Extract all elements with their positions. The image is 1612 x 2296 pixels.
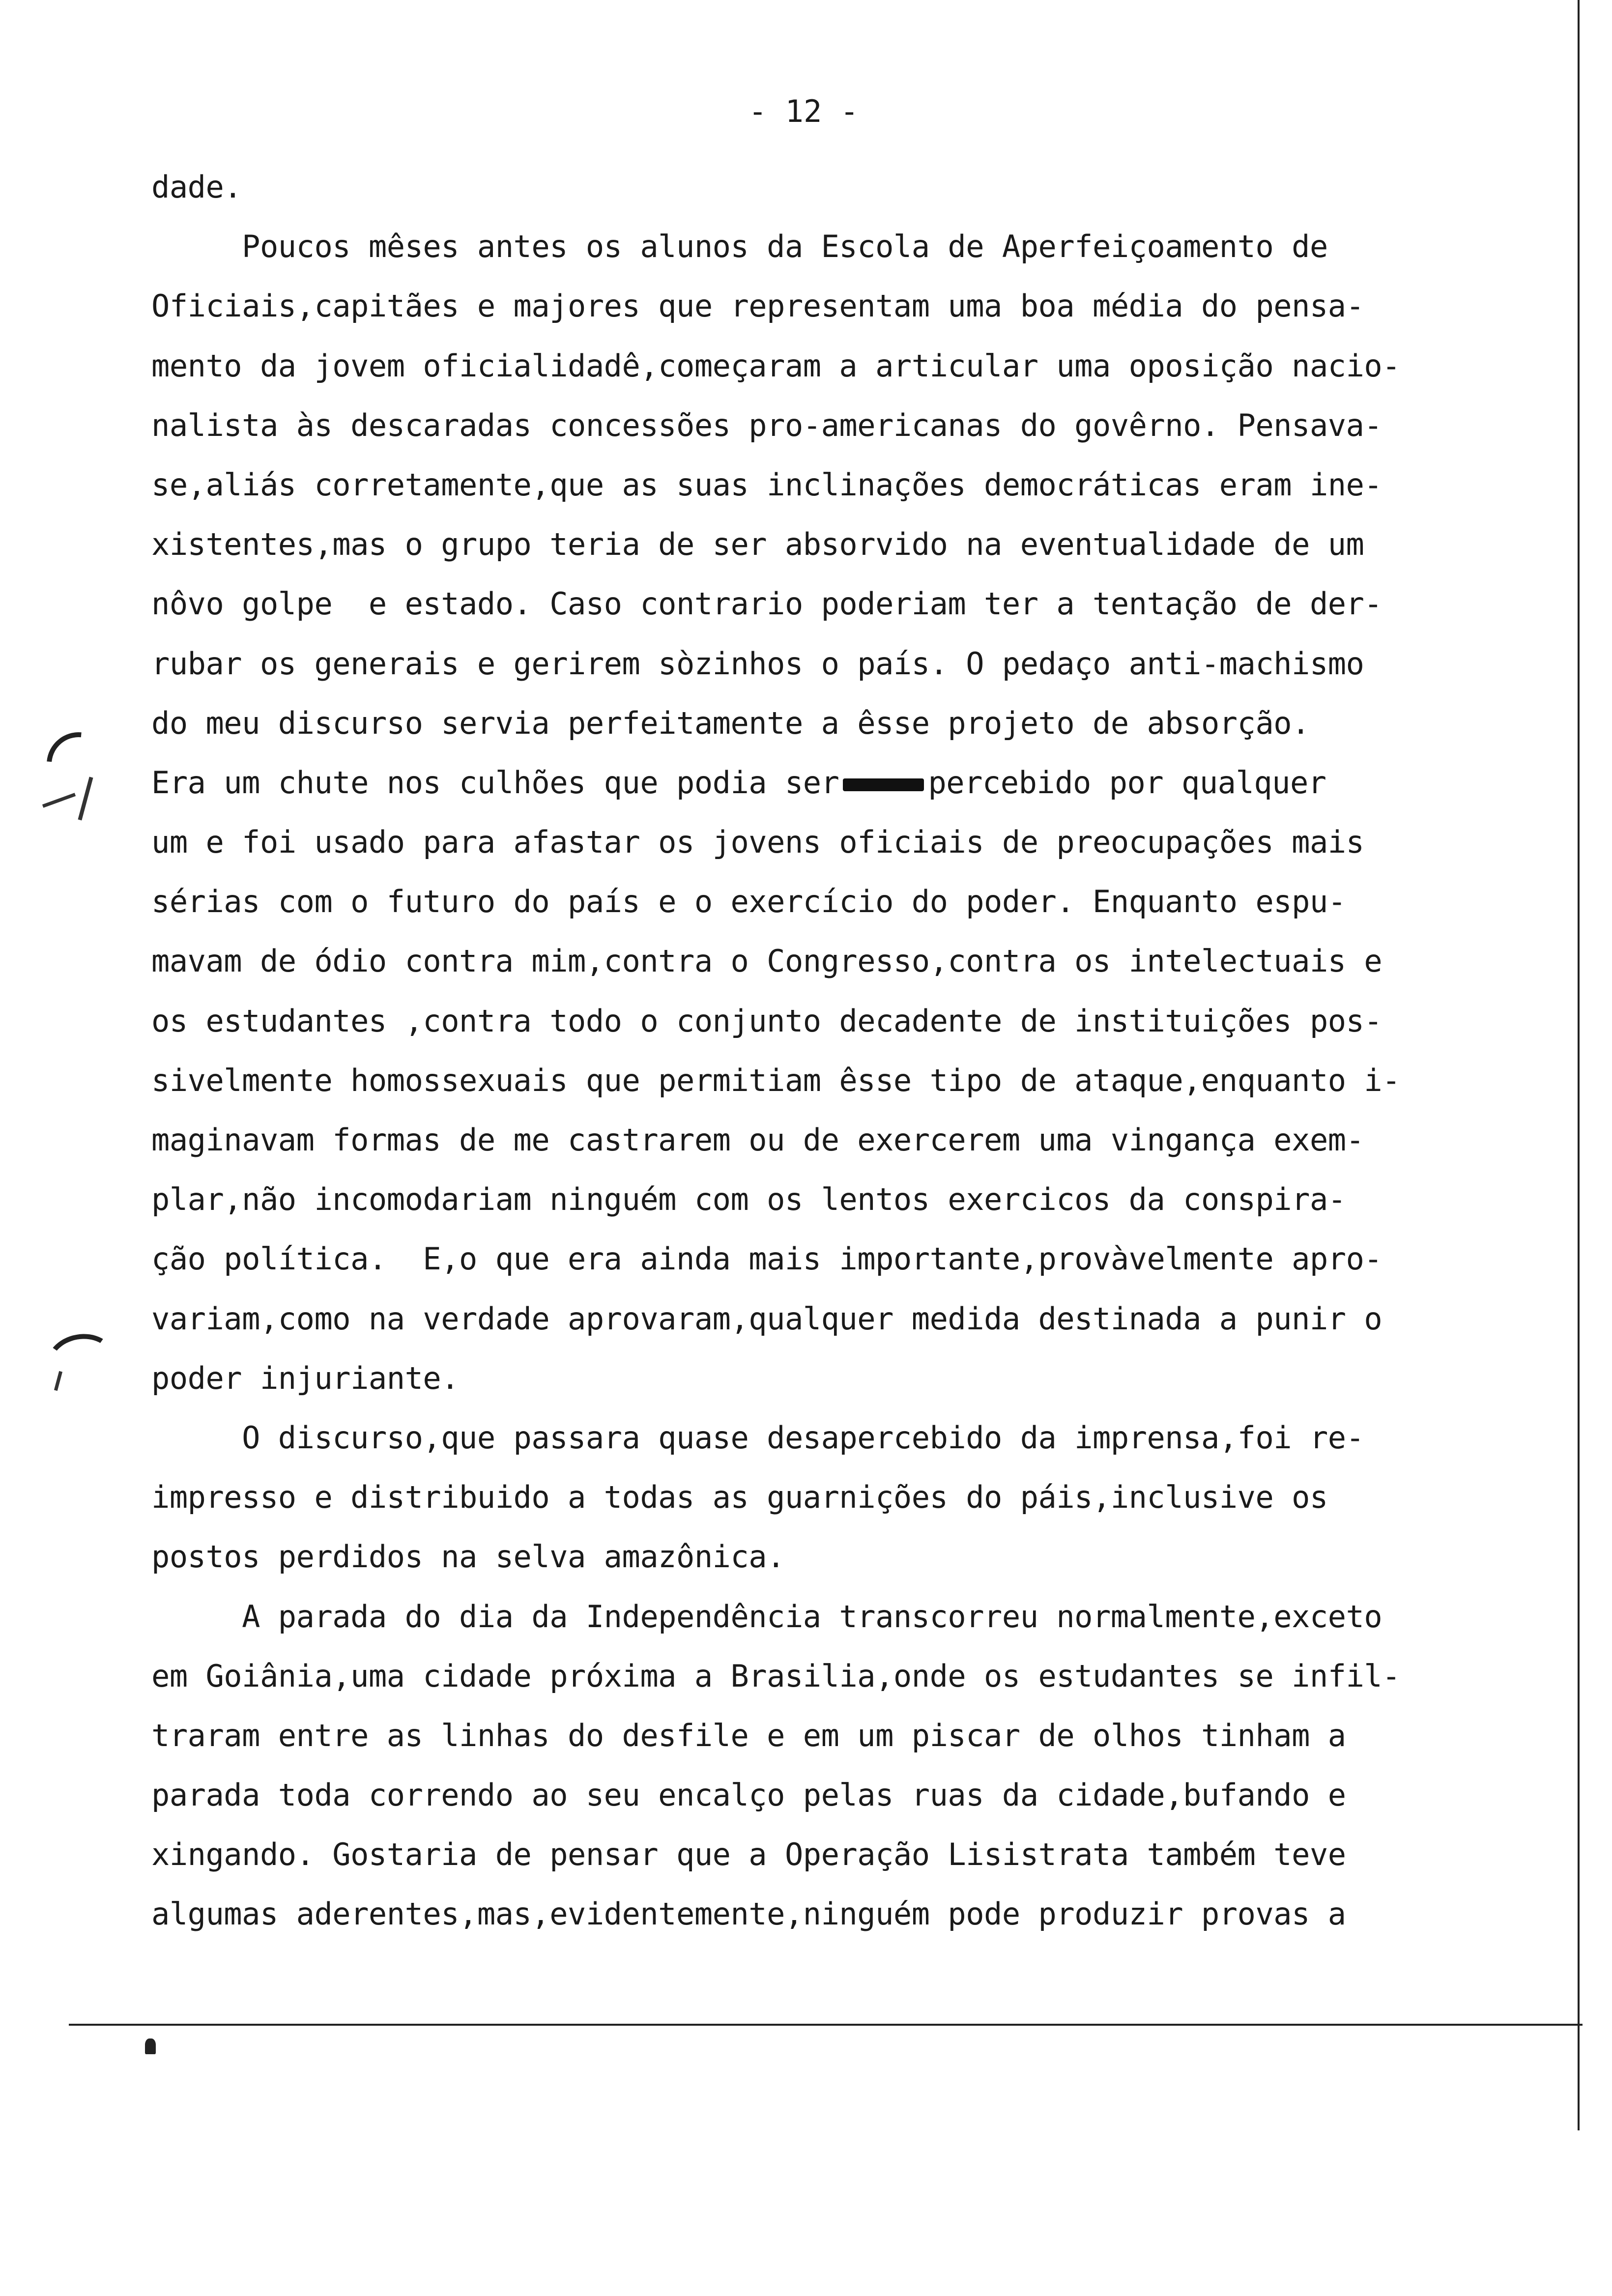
text-line: Poucos mêses antes os alunos da Escola de Aperfeiçoamento de xyxy=(151,229,1328,265)
page-number: - 12 - xyxy=(748,93,859,129)
text-line: algumas aderentes,mas,evidentemente,ninguém pode produzir provas a xyxy=(151,1896,1346,1932)
text-line: xingando. Gostaria de pensar que a Operação Lisistrata também teve xyxy=(151,1837,1346,1873)
redaction-bar xyxy=(843,778,924,791)
text-line: A parada do dia da Independência transcorreu normalmente,exceto xyxy=(151,1598,1382,1635)
margin-stroke xyxy=(42,793,76,808)
text-line: xistentes,mas o grupo teria de ser absorvido na eventualidade de um xyxy=(151,526,1364,563)
text-line: rubar os generais e gerirem sòzinhos o país. O pedaço anti-machismo xyxy=(151,645,1364,682)
margin-bracket-mark xyxy=(43,1329,120,1394)
text-line: um e foi usado para afastar os jovens oficiais de preocupações mais xyxy=(151,824,1364,861)
text-line: traram entre as linhas do desfile e em um piscar de olhos tinham a xyxy=(151,1717,1346,1753)
text-line: O discurso,que passara quase desapercebido da imprensa,foi re- xyxy=(151,1419,1364,1456)
text-line: nalista às descaradas concessões pro-americanas do govêrno. Pensava- xyxy=(151,407,1382,443)
text-line: parada toda correndo ao seu encalço pelas ruas da cidade,bufando e xyxy=(151,1777,1346,1813)
text-line: ção política. E,o que era ainda mais importante,provàvelmente apro- xyxy=(151,1241,1382,1277)
text-line: dade. xyxy=(151,169,242,205)
text-line: nôvo golpe e estado. Caso contrario poderiam ter a tentação de der- xyxy=(151,586,1382,622)
text-line: Oficiais,capitães e majores que representam uma boa média do pensa- xyxy=(151,288,1364,324)
margin-bracket-mark xyxy=(33,719,123,809)
ink-blot xyxy=(145,2038,156,2054)
text-line-redacted xyxy=(151,753,1577,812)
text-line: mento da jovem oficialidadê,começaram a articular uma oposição nacio- xyxy=(151,347,1401,384)
right-edge-rule xyxy=(1578,0,1580,2130)
text-line: em Goiânia,uma cidade próxima a Brasilia,onde os estudantes se infil- xyxy=(151,1658,1401,1694)
text-line: se,aliás corretamente,que as suas inclinações democráticas eram ine- xyxy=(151,466,1382,503)
text-line: plar,não incomodariam ninguém com os lentos exercicos da conspira- xyxy=(151,1181,1346,1218)
text-line: mavam de ódio contra mim,contra o Congresso,contra os intelectuais e xyxy=(151,943,1382,979)
text-fragment: percebido por qualquer xyxy=(928,764,1326,801)
text-line: maginavam formas de me castrarem ou de exercerem uma vingança exem- xyxy=(151,1122,1364,1158)
text-line: sérias com o futuro do país e o exercício do poder. Enquanto espu- xyxy=(151,884,1346,920)
typed-text-block xyxy=(151,157,1577,1944)
text-line: poder injuriante. xyxy=(151,1360,460,1396)
text-line: sivelmente homossexuais que permitiam êsse tipo de ataque,enquanto i- xyxy=(151,1062,1401,1098)
text-line: do meu discurso servia perfeitamente a êsse projeto de absorção. xyxy=(151,705,1310,741)
bottom-rule xyxy=(69,2024,1583,2026)
text-line: os estudantes ,contra todo o conjunto decadente de instituições pos- xyxy=(151,1003,1382,1039)
text-line: postos perdidos na selva amazônica. xyxy=(151,1539,785,1575)
text-line: variam,como na verdade aprovaram,qualquer medida destinada a punir o xyxy=(151,1300,1382,1337)
text-fragment: Era um chute nos culhões que podia ser xyxy=(151,764,839,801)
text-line: impresso e distribuido a todas as guarnições do páis,inclusive os xyxy=(151,1479,1328,1516)
